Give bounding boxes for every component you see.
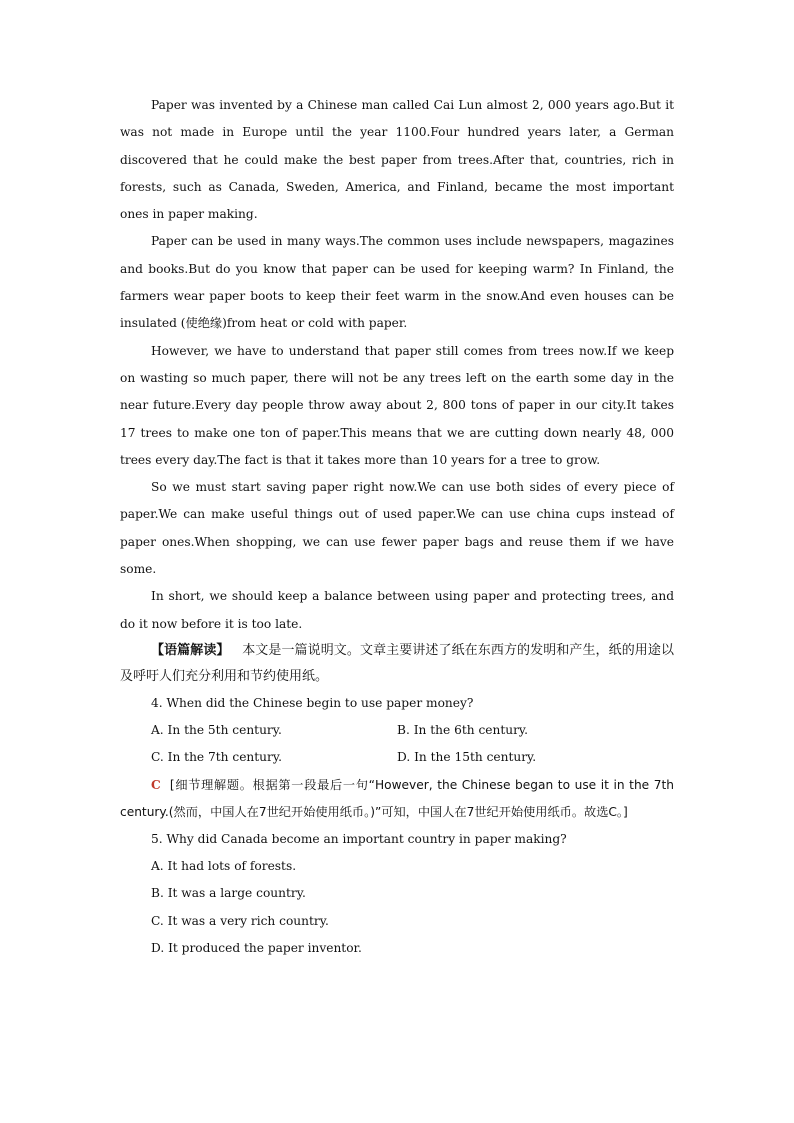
question-5-option-c: C. It was a very rich country. xyxy=(151,913,329,928)
question-4-options-row-1 xyxy=(120,717,674,744)
passage-paragraph-2: Paper can be used in many ways.The common uses include newspapers, magazines and books.But do you know that paper can be used for keeping warm? In Finland, the farmers wear paper boots to keep their feet warm in the snow.And even houses can be insulated (使绝缘)from heat or cold with paper. xyxy=(120,234,674,331)
question-5-option-a: A. It had lots of forests. xyxy=(151,859,297,874)
question-4 xyxy=(120,690,674,826)
question-4-explanation xyxy=(120,772,674,826)
question-4-explanation-text: [细节理解题。根据第一段最后一句“However, the Chinese began to use it in the 7th century.(然而，中国人在7世纪开始使用纸币。)”可知，中国人在7世纪开始使用纸币。故选C。] xyxy=(120,777,675,819)
passage-paragraph-4: So we must start saving paper right now.We can use both sides of every piece of paper.We can make useful things out of used paper.We can use china cups instead of paper ones.When shopping, we can use fewer paper bags and reuse them if we have some. xyxy=(120,480,674,577)
question-5-option-d: D. It produced the paper inventor. xyxy=(151,941,362,956)
analysis-title: 【语篇解读】 xyxy=(151,642,230,658)
question-4-option-c: C. In the 7th century. xyxy=(151,750,282,765)
passage-analysis xyxy=(120,638,674,690)
question-4-option-a: A. In the 5th century. xyxy=(151,723,282,738)
passage-paragraph-5: In short, we should keep a balance between using paper and protecting trees, and do it now before it is too late. xyxy=(120,589,674,631)
question-5-option-b: B. It was a large country. xyxy=(151,886,306,901)
question-4-options-row-2 xyxy=(120,744,674,771)
passage-paragraph-1: Paper was invented by a Chinese man called Cai Lun almost 2, 000 years ago.But it was not made in Europe until the year 1100.Four hundred years later, a German discovered that he could make the best paper from trees.After that, countries, rich in forests, such as Canada, Sweden, America, and Finland, became the most important ones in paper making. xyxy=(120,98,674,222)
question-4-answer: C xyxy=(151,777,161,792)
reading-passage xyxy=(120,92,674,962)
passage-paragraph-3: However, we have to understand that paper still comes from trees now.If we keep on wasting so much paper, there will not be any trees left on the earth some day in the near future.Every day people throw away about 2, 800 tons of paper in our city.It takes 17 trees to make one ton of paper.This means that we are cutting down nearly 48, 000 trees every day.The fact is that it takes more than 10 years for a tree to grow. xyxy=(120,343,674,467)
question-4-option-b: B. In the 6th century. xyxy=(397,723,529,738)
question-4-option-d: D. In the 15th century. xyxy=(397,750,537,765)
analysis-text: 本文是一篇说明文。文章主要讲述了纸在东西方的发明和产生，纸的用途以及呼吁人们充分利用和节约使用纸。 xyxy=(120,642,674,684)
question-5 xyxy=(120,826,674,962)
question-4-stem: 4. When did the Chinese begin to use paper money? xyxy=(151,695,474,710)
question-5-stem: 5. Why did Canada become an important country in paper making? xyxy=(151,831,567,846)
